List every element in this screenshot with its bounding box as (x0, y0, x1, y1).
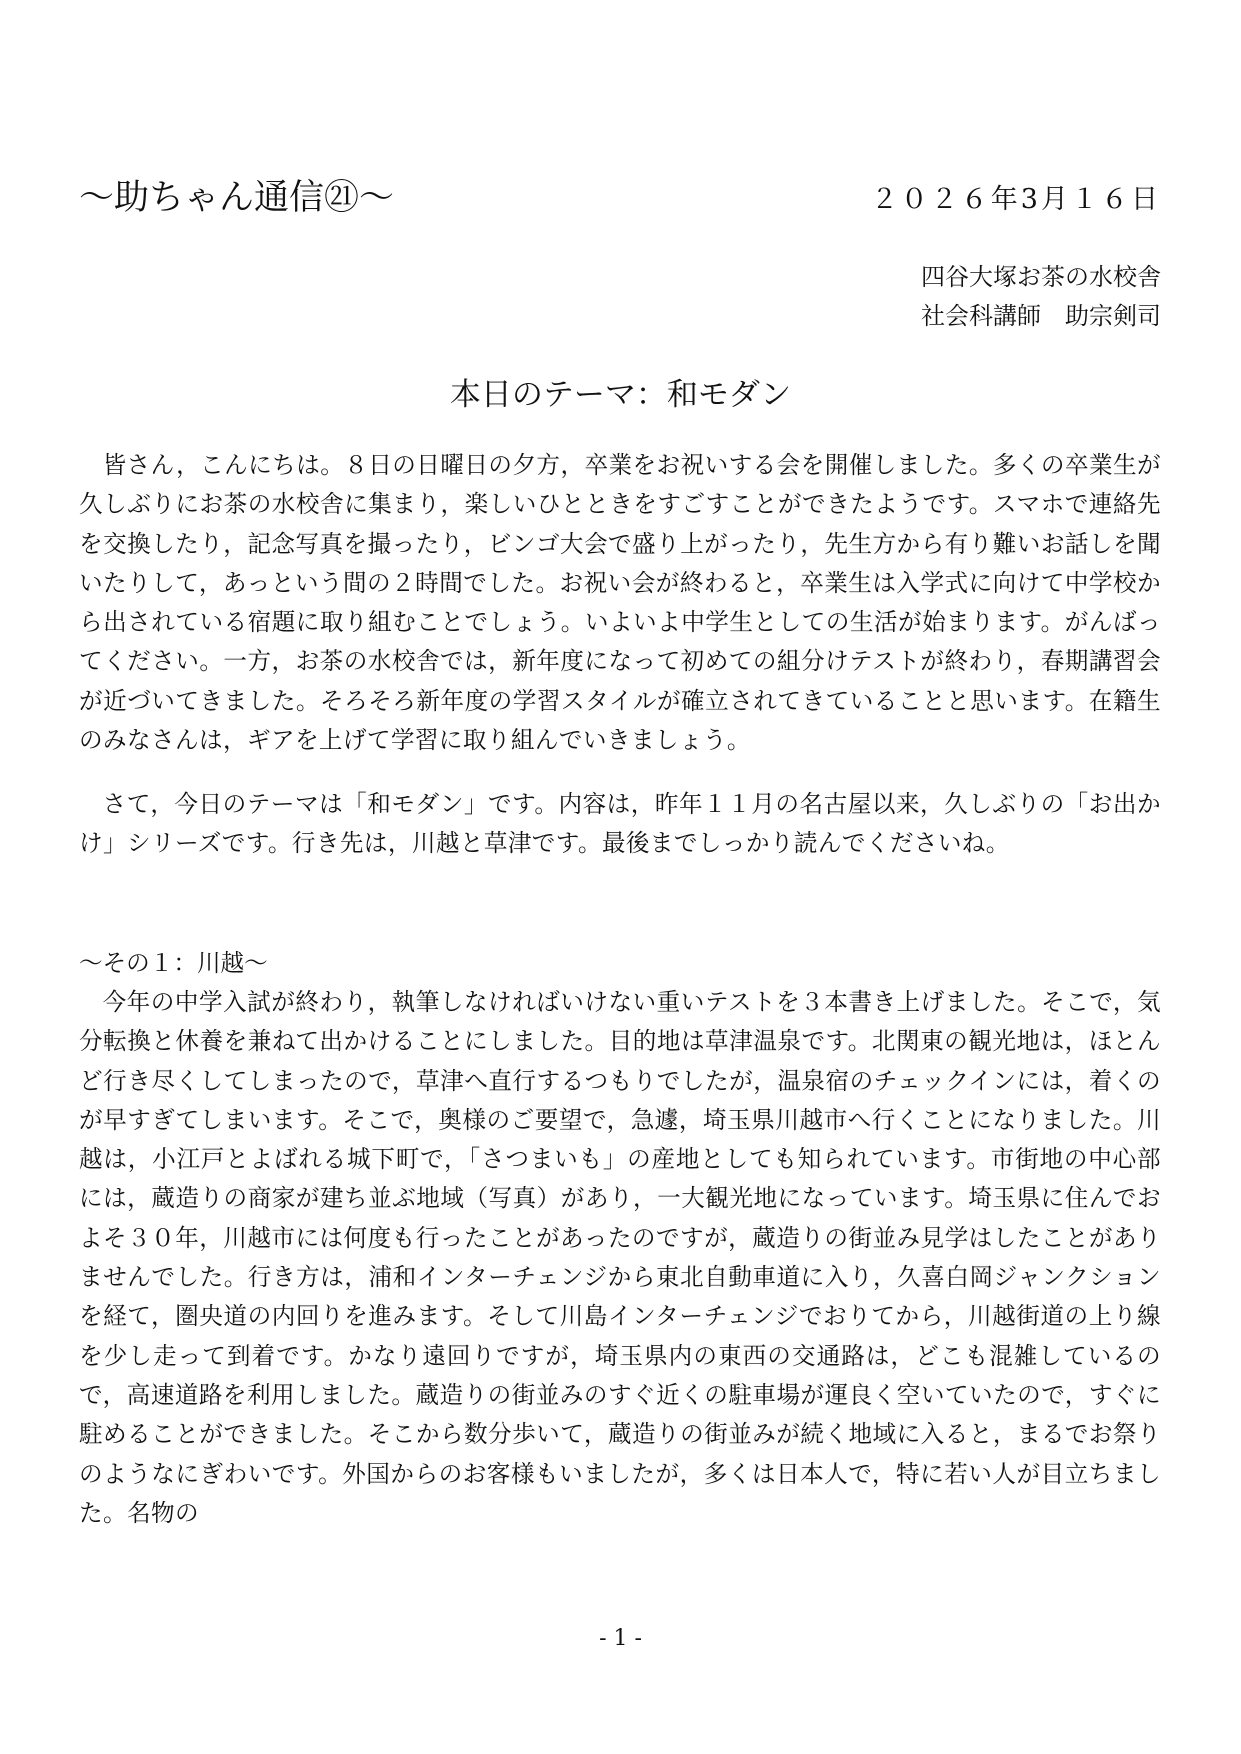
paragraph-text: 皆さん，こんにちは。８日の日曜日の夕方，卒業をお祝いする会を開催しました。多くの卒業生が久しぶりにお茶の水校舎に集まり，楽しいひとときをすごすことができたようです。スマホで連絡先を交換したり，記念写真を撮ったり，ビンゴ大会で盛り上がったり，先生方から有り難いお話しを聞いたりして，あっという間の２時間でした。お祝い会が終わると，卒業生は入学式に向けて中学校から出されている宿題に取り組むことでしょう。いよいよ中学生としての生活が始まります。がんばってください。一方，お茶の水校舎では，新年度になって初めての組分けテストが終わり，春期講習会が近づいてきました。そろそろ新年度の学習スタイルが確立されてきていることと思います。在籍生のみなさんは，ギアを上げて学習に取り組んでいきましょう。 (79, 451, 1161, 755)
body-paragraph-2 (79, 785, 1161, 864)
theme-heading: 本日のテーマ：和モダン (449, 377, 792, 413)
paragraph-text: さて，今日のテーマは「和モダン」です。内容は，昨年１１月の名古屋以来，久しぶりの「お出かけ」シリーズです。行き先は，川越と草津です。最後までしっかり読んでくださいね。 (79, 790, 1161, 858)
newsletter-title: ～助ちゃん通信㉑～ (79, 178, 395, 218)
page-number: - 1 - (599, 1626, 642, 1651)
section-heading: ～その１：川越～ (79, 949, 268, 977)
author-block (921, 258, 1161, 336)
body-paragraph-1 (79, 446, 1161, 760)
body-paragraph-3 (79, 983, 1161, 1533)
issue-date: ２０２６年3月１６日 (870, 184, 1161, 215)
organization-name: 四谷大塚お茶の水校舎 (921, 263, 1161, 291)
author-name: 社会科講師 助宗剣司 (921, 302, 1161, 330)
paragraph-text: 今年の中学入試が終わり，執筆しなければいけない重いテストを３本書き上げました。そこで，気分転換と休養を兼ねて出かけることにしました。目的地は草津温泉です。北関東の観光地は，ほとんど行き尽くしてしまったので，草津へ直行するつもりでしたが，温泉宿のチェックインには，着くのが早すぎてしまいます。そこで，奥様のご要望で，急遽，埼玉県川越市へ行くことになりました。川越は，小江戸とよばれる城下町で，「さつまいも」の産地としても知られています。市街地の中心部には，蔵造りの商家が建ち並ぶ地域（写真）があり，一大観光地になっています。埼玉県に住んでおよそ３０年，川越市には何度も行ったことがあったのですが，蔵造りの街並み見学はしたことがありませんでした。行き方は，浦和インターチェンジから東北自動車道に入り，久喜白岡ジャンクションを経て，圏央道の内回りを進みます。そして川島インターチェンジでおりてから，川越街道の上り線を少し走って到着です。かなり遠回りですが，埼玉県内の東西の交通路は，どこも混雑しているので，高速道路を利用しました。蔵造りの街並みのすぐ近くの駐車場が運良く空いていたので，すぐに駐めることができました。そこから数分歩いて，蔵造りの街並みが続く地域に入ると，まるでお祭りのようなにぎわいです。外国からのお客様もいましたが，多くは日本人で，特に若い人が目立ちました。名物の (79, 988, 1161, 1527)
